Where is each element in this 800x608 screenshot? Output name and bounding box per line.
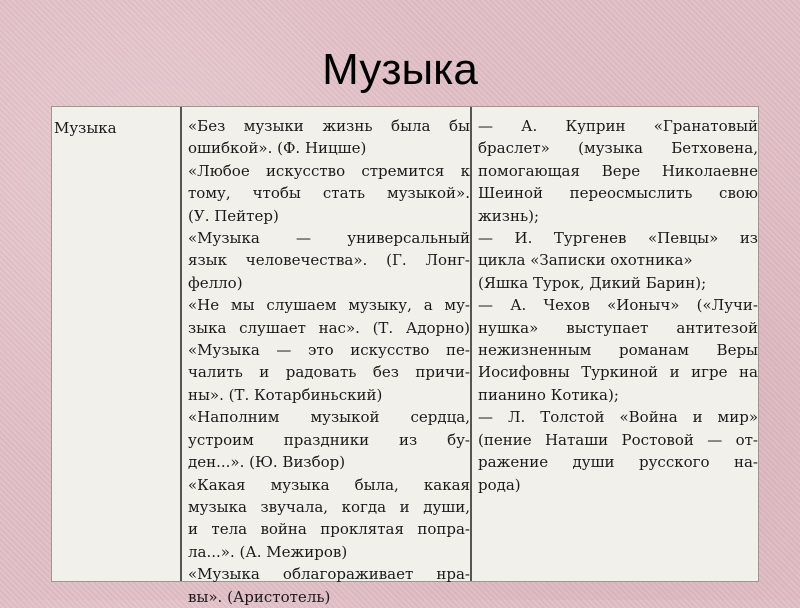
quote-line: «Музыка — универсальный	[188, 229, 470, 248]
work-line: ражение души русского на-	[478, 453, 758, 472]
quotes-column	[180, 107, 470, 606]
work-line: нежизненным романам Веры	[478, 341, 758, 360]
literature-table	[51, 106, 759, 606]
quote-line: «Без музыки жизнь была бы	[188, 117, 470, 135]
work-line: цикла «Записки охотника»	[478, 251, 693, 270]
quote-line: и тела война проклятая попра-	[188, 520, 470, 539]
work-line: — А. Чехов «Ионыч» («Лучи-	[478, 296, 758, 315]
work-line: помогающая Вере Николаевне	[478, 161, 758, 180]
quote-line: музыка звучала, когда и души,	[188, 497, 470, 516]
work-line: рода)	[478, 475, 521, 494]
quote-line: устроим праздники из бу-	[188, 430, 470, 449]
quote-line: ден...». (Ю. Визбор)	[188, 453, 346, 472]
quote-line: чалить и радовать без причи-	[188, 363, 470, 382]
work-line: (Яшка Турок, Дикий Барин);	[478, 273, 707, 292]
works-column	[470, 107, 758, 581]
quote-line: язык человечества». (Г. Лонг-	[188, 251, 470, 270]
quote-line: ны». (Т. Котарбиньский)	[188, 385, 383, 404]
work-line: Шеиной переосмыслить свою	[478, 184, 758, 203]
quote-line: «Не мы слушаем музыку, а му-	[188, 296, 470, 315]
work-line: — Л. Толстой «Война и мир»	[478, 408, 758, 427]
quote-line: «Наполним музыкой сердца,	[188, 408, 470, 427]
quote-line: ла...». (А. Межиров)	[188, 542, 348, 561]
quote-line: зыка слушает нас». (Т. Адорно)	[188, 318, 470, 337]
quote-line: «Музыка облагораживает нра-	[188, 565, 470, 584]
quote-line: «Любое искусство стремится к	[188, 161, 470, 180]
quote-line: (У. Пейтер)	[188, 206, 279, 225]
work-line: — И. Тургенев «Певцы» из	[478, 229, 758, 248]
work-line: — А. Куприн «Гранатовый	[478, 117, 758, 135]
quote-line: «Музыка — это искусство пе-	[188, 341, 470, 360]
work-line: пианино Котика);	[478, 385, 619, 404]
topic-label: Музыка	[54, 119, 117, 137]
quote-line: фелло)	[188, 273, 243, 292]
slide-title: Музыка	[322, 45, 478, 94]
quote-line: вы». (Аристотель)	[188, 587, 331, 606]
work-line: браслет» (музыка Бетховена,	[478, 139, 758, 158]
quote-line: ошибкой». (Ф. Ницше)	[188, 139, 367, 158]
work-line: жизнь);	[478, 206, 540, 225]
work-line: (пение Наташи Ростовой — от-	[478, 430, 758, 449]
quote-line: тому, чтобы стать музыкой».	[188, 184, 470, 203]
work-line: нушка» выступает антитезой	[478, 318, 758, 337]
quote-line: «Какая музыка была, какая	[188, 475, 470, 494]
topic-column	[52, 107, 180, 581]
work-line: Иосифовны Туркиной и игре на	[478, 363, 758, 382]
